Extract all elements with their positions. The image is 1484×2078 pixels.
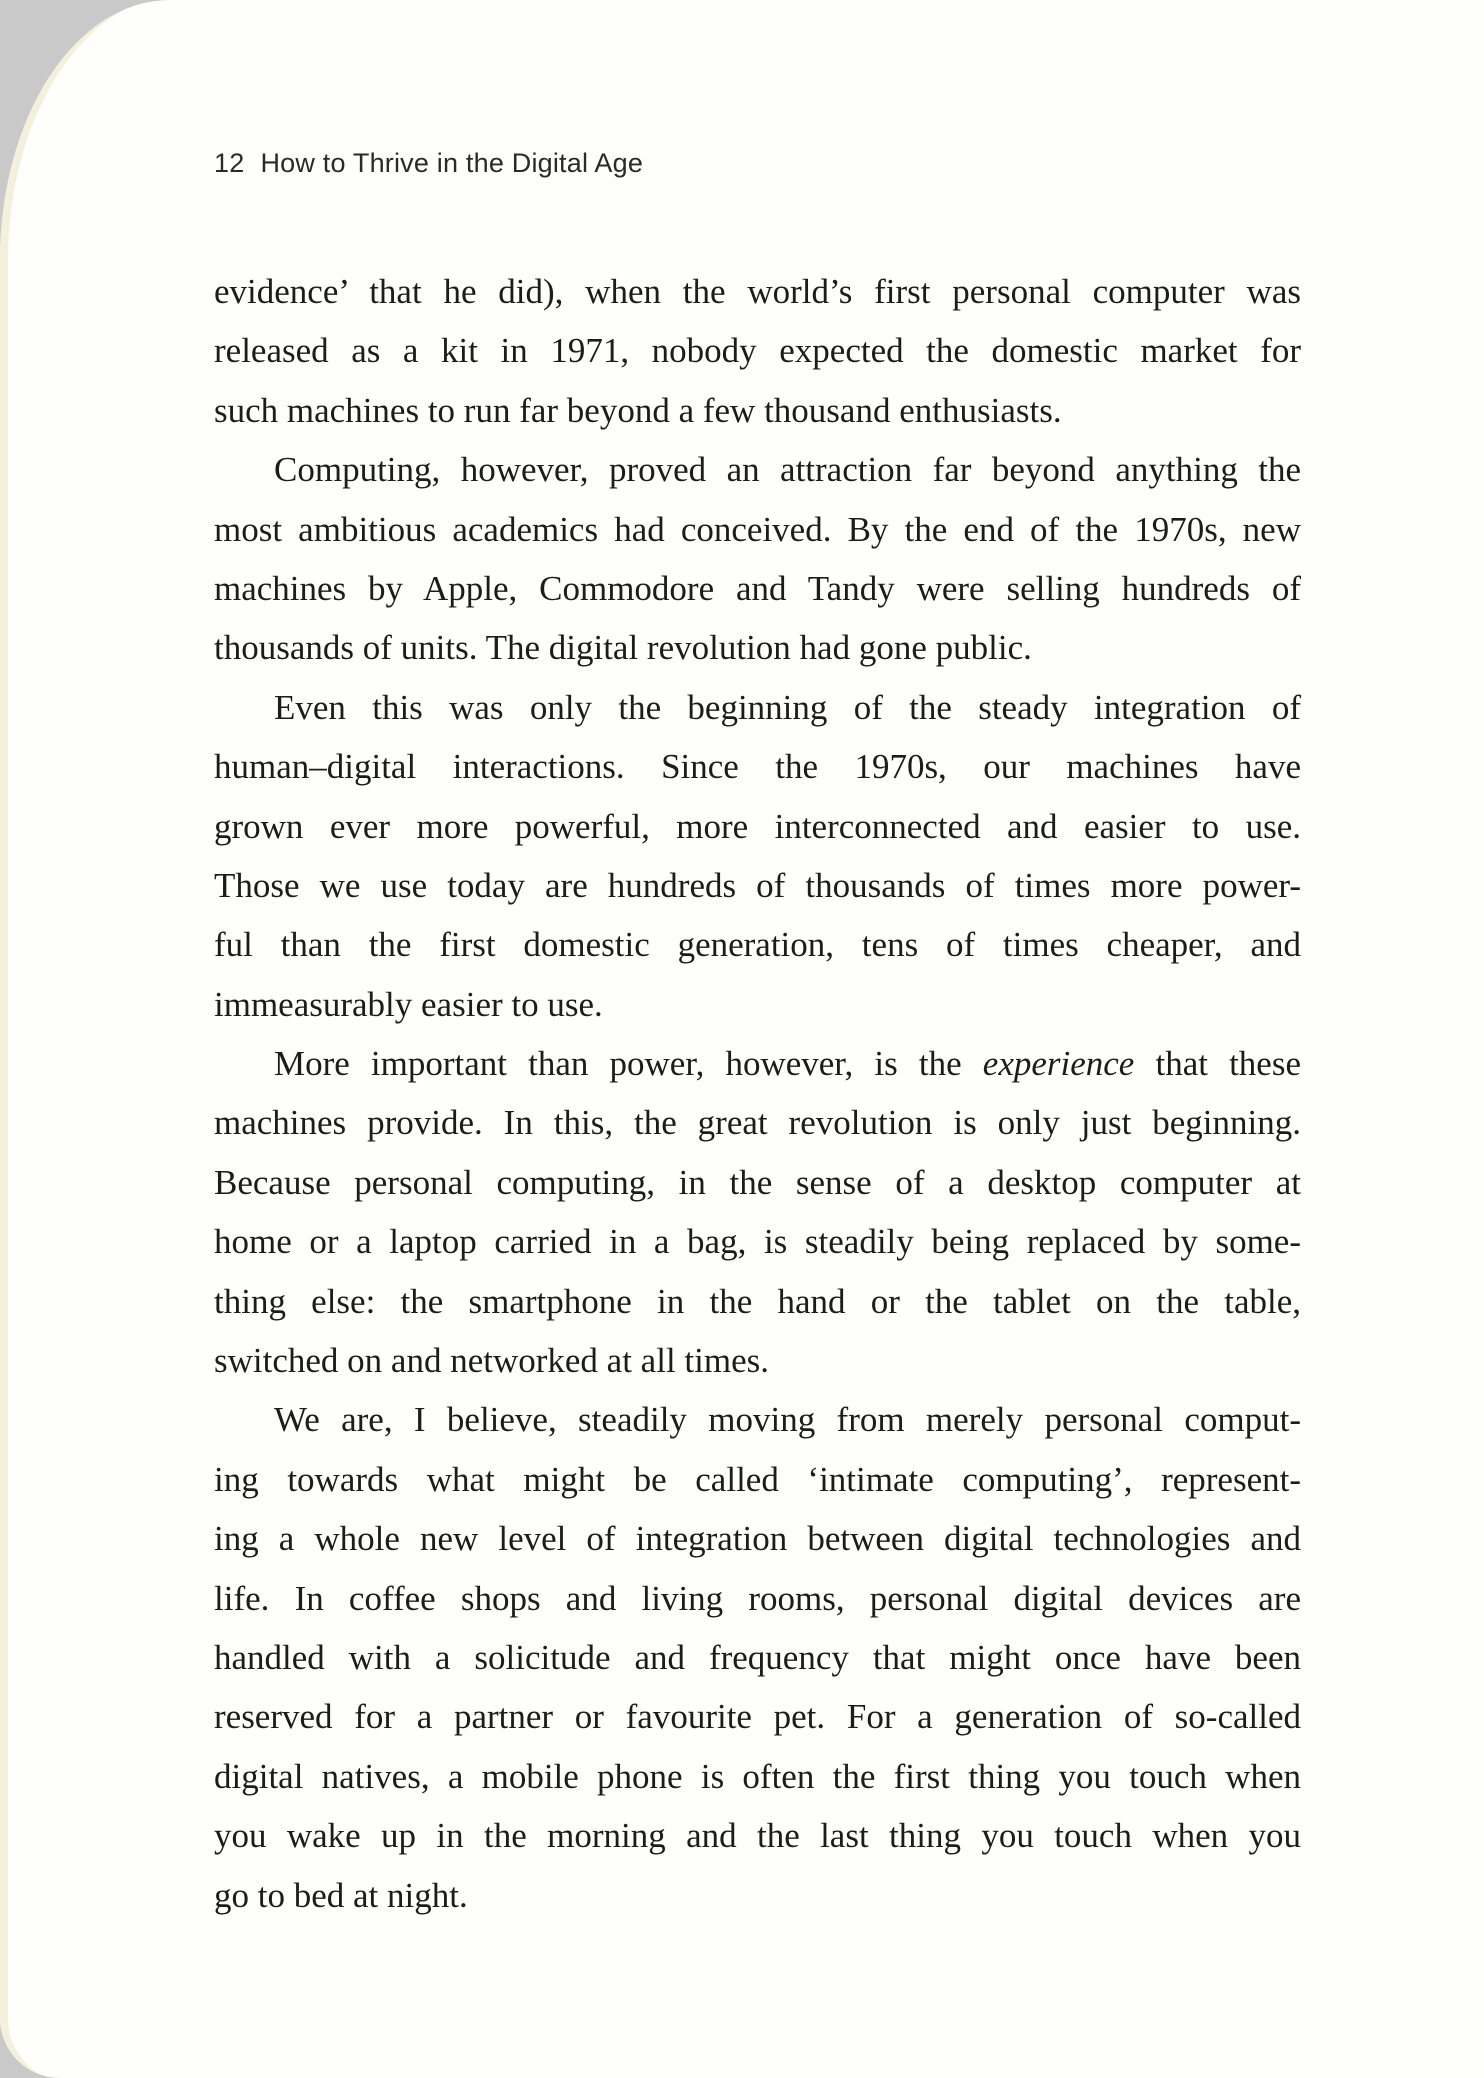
text-line: switched on and networked at all times. — [214, 1341, 769, 1381]
text-line: machines by Apple, Commodore and Tandy were selling hundreds of — [214, 568, 1301, 608]
text-line: human–digital interactions. Since the 1970s, our machines have — [214, 747, 1301, 787]
text-line: machines provide. In this, the great revolution is only just beginning. — [214, 1103, 1301, 1143]
text-line: you wake up in the morning and the last thing you touch when you — [214, 1816, 1301, 1856]
text-line: reserved for a partner or favourite pet. For a generation of so-called — [214, 1697, 1301, 1737]
text-line: go to bed at night. — [214, 1875, 468, 1915]
paragraph — [214, 440, 1301, 678]
text-line: ful than the first domestic generation, tens of times cheaper, and — [214, 925, 1301, 965]
text-line: life. In coffee shops and living rooms, personal digital devices are — [214, 1578, 1301, 1618]
text-line: most ambitious academics had conceived. By the end of the 1970s, new — [214, 509, 1301, 549]
text-line: immeasurably easier to use. — [214, 984, 603, 1024]
text-line: such machines to run far beyond a few thousand enthusiasts. — [214, 390, 1062, 430]
text-line: released as a kit in 1971, nobody expected the domestic market for — [214, 331, 1301, 371]
text-line: ing a whole new level of integration between digital technologies and — [214, 1519, 1301, 1559]
text-line: Computing, however, proved an attraction far beyond anything the — [274, 450, 1301, 490]
text-line: More important than power, however, is the experience that these — [274, 1044, 1301, 1084]
text-line: handled with a solicitude and frequency that might once have been — [214, 1637, 1301, 1677]
text-line: thing else: the smartphone in the hand or the tablet on the table, — [214, 1281, 1301, 1321]
text-line: evidence’ that he did), when the world’s first personal computer was — [214, 272, 1301, 311]
paragraph — [214, 1390, 1301, 1925]
text-line: Those we use today are hundreds of thousands of times more power- — [214, 865, 1301, 905]
text-line: Because personal computing, in the sense of a desktop computer at — [214, 1162, 1301, 1202]
text-line: thousands of units. The digital revolution had gone public. — [214, 628, 1032, 668]
text-line: Even this was only the beginning of the steady integration of — [274, 687, 1301, 727]
text-line: ing towards what might be called ‘intimate computing’, represent- — [214, 1459, 1301, 1499]
running-header — [214, 148, 643, 179]
body-text — [214, 262, 1301, 1925]
text-line: home or a laptop carried in a bag, is steadily being replaced by some- — [214, 1222, 1301, 1262]
running-title: How to Thrive in the Digital Age — [260, 148, 644, 178]
text-line: grown ever more powerful, more interconnected and easier to use. — [214, 806, 1301, 846]
paragraph — [214, 262, 1301, 440]
page-number: 12 — [214, 148, 245, 178]
paragraph — [214, 1034, 1301, 1390]
text-line: digital natives, a mobile phone is often the first thing you touch when — [214, 1756, 1301, 1796]
text-line: We are, I believe, steadily moving from merely personal comput- — [274, 1400, 1301, 1440]
paragraph — [214, 678, 1301, 1034]
